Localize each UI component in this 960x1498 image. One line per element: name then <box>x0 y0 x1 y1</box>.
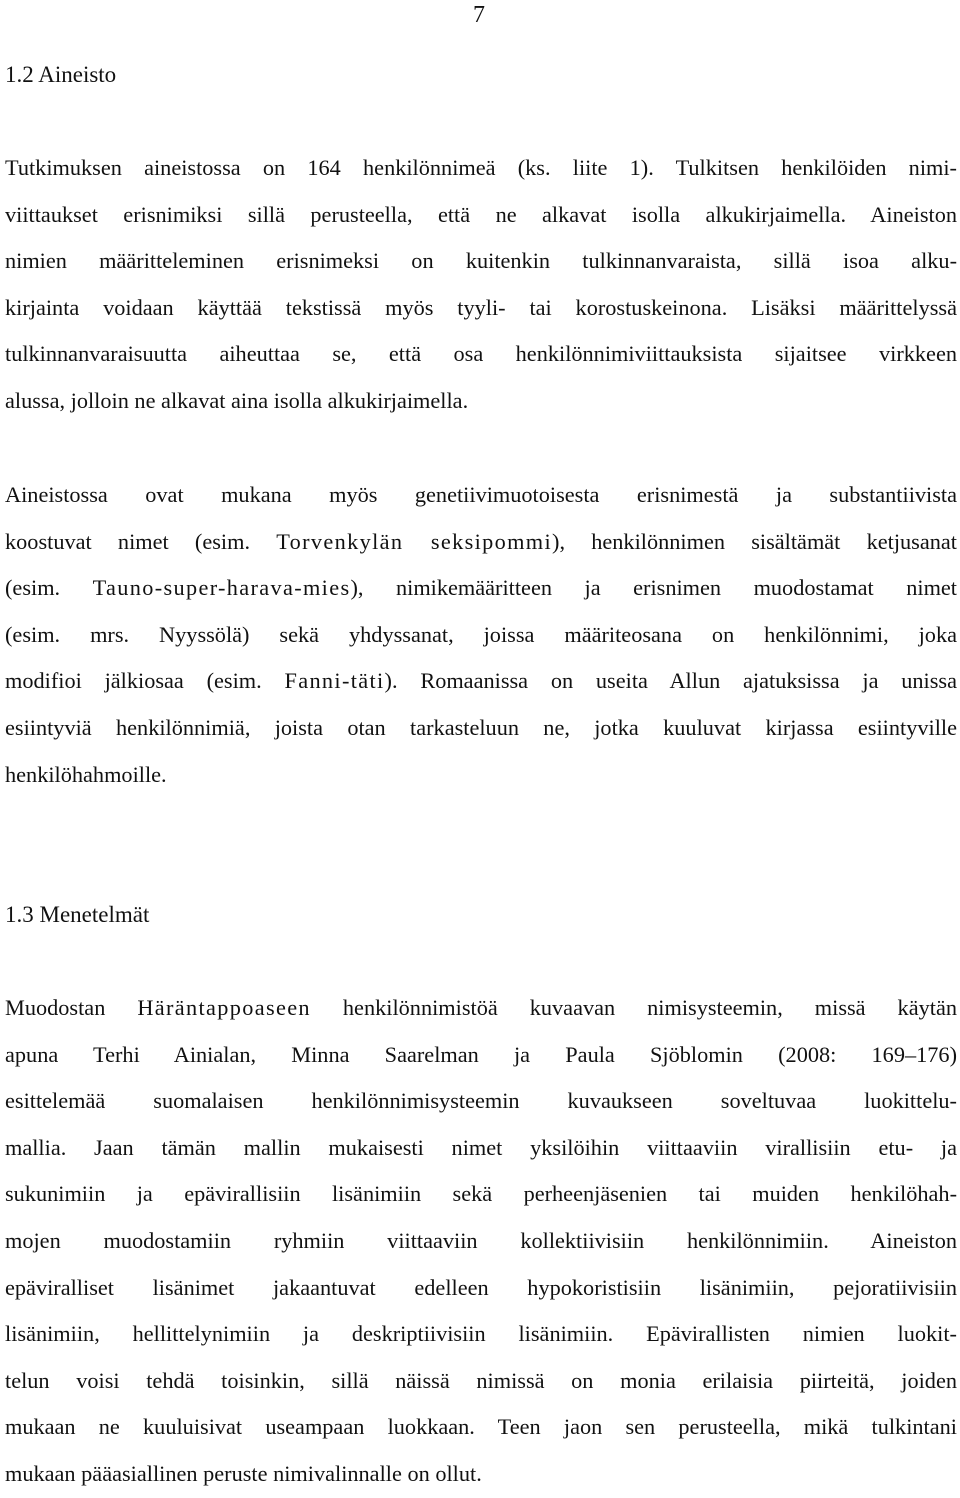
text-fragment: henkilönnimistöä kuvaavan nimisysteemin, missä käytän <box>310 995 957 1020</box>
text-fragment: (esim. <box>5 621 91 647</box>
section-heading-aineisto: 1.2 Aineisto <box>5 62 117 87</box>
text-line: tulkinnanvaraisuutta aiheuttaa se, että osa henkilönnimiviittauksista sijaitsee virkkeen <box>5 341 957 367</box>
text-line <box>5 565 957 612</box>
text-fragment: modifioi jälkiosaa (esim. <box>5 668 285 694</box>
name-example: mrs. Nyyssölä <box>90 621 243 647</box>
text-line: Aineistossa ovat mukana myös genetiivimuotoisesta erisnimestä ja substantiivista <box>5 482 957 507</box>
text-line: kirjainta voidaan käyttää tekstissä myös tyyli- tai korostuskeinona. Lisäksi määrittelyssä <box>5 294 957 320</box>
section-heading-menetelmat: 1.3 Menetelmät <box>5 902 150 927</box>
text-line <box>5 658 957 705</box>
text-fragment: ), henkilönnimen sisältämät ketjusanat <box>552 528 957 554</box>
paragraph-menetelmat <box>5 985 957 1498</box>
text-line: nimien määritteleminen erisnimeksi on kuitenkin tulkinnanvaraista, sillä isoa alku- <box>5 248 957 274</box>
text-line: epäviralliset lisänimet jakaantuvat edelleen hypokoristisiin lisänimiin, pejoratiivisiin <box>5 1274 957 1300</box>
text-line: Tutkimuksen aineistossa on 164 henkilönnimeä (ks. liite 1). Tulkitsen henkilöiden nimi- <box>5 155 957 180</box>
name-example: Fanni-täti <box>284 668 385 694</box>
name-example: Torvenkylän seksipommi <box>276 528 553 554</box>
text-line: viittaukset erisnimiksi sillä perusteella, että ne alkavat isolla alkukirjaimella. Aineiston <box>5 201 957 227</box>
text-fragment: ), nimikemääritteen ja erisnimen muodostamat nimet <box>350 575 957 601</box>
text-line: lisänimiin, hellittelynimiin ja deskriptiivisiin lisänimiin. Epävirallisten nimien luokit- <box>5 1321 957 1347</box>
text-line <box>5 985 957 1032</box>
text-line <box>5 519 957 566</box>
text-line: sukunimiin ja epävirallisiin lisänimiin sekä perheenjäsenien tai muiden henkilöhah- <box>5 1181 957 1207</box>
text-line: apuna Terhi Ainialan, Minna Saarelman ja Paula Sjöblomin (2008: 169–176) <box>5 1041 957 1067</box>
text-line: mukaan pääasiallinen peruste nimivalinnalle on ollut. <box>5 1460 482 1486</box>
paragraph-aineisto-2 <box>5 472 957 798</box>
text-fragment: Muodostan <box>5 995 138 1020</box>
text-line: mukaan ne kuuluisivat useampaan luokkaan. Teen jaon sen perusteella, mikä tulkintani <box>5 1414 957 1440</box>
text-line: henkilöhahmoille. <box>5 761 167 787</box>
text-fragment: ) sekä yhdyssanat, joissa määriteosana on henkilönnimi, joka <box>242 621 958 647</box>
name-example: Tauno-super-harava-mies <box>92 575 351 601</box>
book-title: Häräntappoaseen <box>137 995 311 1020</box>
text-fragment: ). Romaanissa on useita Allun ajatuksissa ja unissa <box>384 668 957 694</box>
text-fragment: (esim. <box>5 575 93 601</box>
text-line: esiintyviä henkilönnimiä, joista otan tarkasteluun ne, jotka kuuluvat kirjassa esiintyville <box>5 714 957 740</box>
text-line: esittelemää suomalaisen henkilönnimisysteemin kuvaukseen soveltuvaa luokittelu- <box>5 1088 957 1114</box>
paragraph-aineisto-1 <box>5 145 957 425</box>
text-line: alussa, jolloin ne alkavat aina isolla alkukirjaimella. <box>5 387 469 413</box>
page-number: 7 <box>473 2 485 28</box>
text-line: telun voisi tehdä toisinkin, sillä näissä nimissä on monia erilaisia piirteitä, joiden <box>5 1367 957 1393</box>
text-line: mallia. Jaan tämän mallin mukaisesti nimet yksilöihin viittaaviin virallisiin etu- ja <box>5 1134 957 1160</box>
text-fragment: koostuvat nimet (esim. <box>5 528 277 554</box>
text-line <box>5 612 957 659</box>
text-line: mojen muodostamiin ryhmiin viittaaviin kollektiivisiin henkilönnimiin. Aineiston <box>5 1227 957 1253</box>
